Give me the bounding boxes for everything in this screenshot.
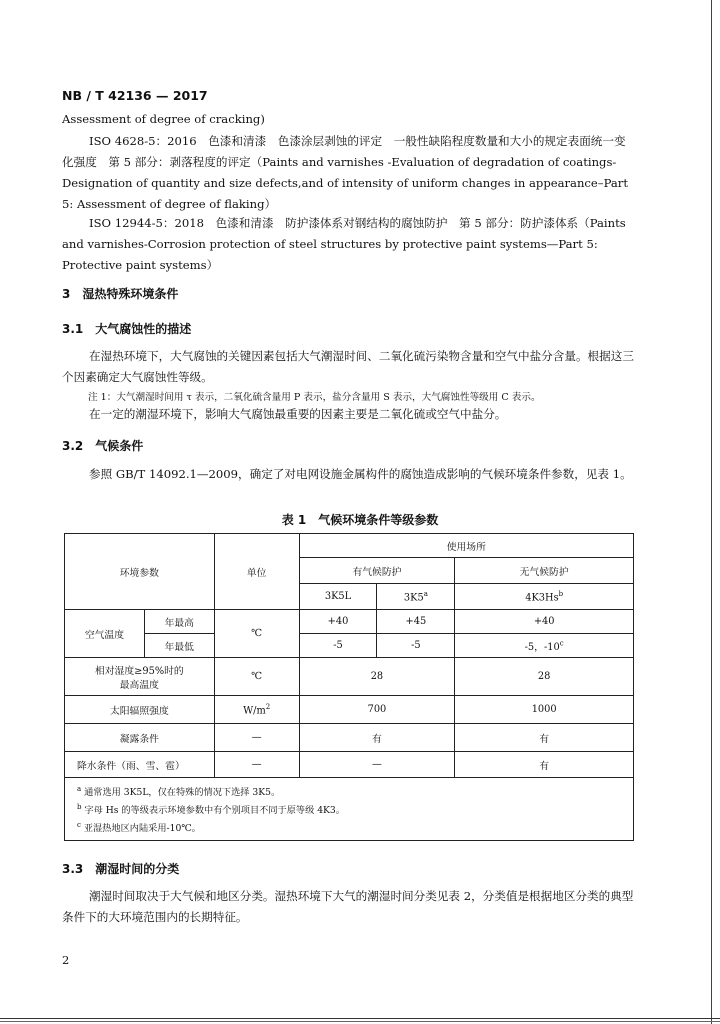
cell-solar-covered: 700 (299, 696, 455, 724)
unit-none-condensation: — (214, 724, 299, 752)
header-unit: 单位 (214, 534, 299, 610)
cell-max-3k5l: +40 (299, 610, 377, 634)
page-number: 2 (62, 953, 70, 967)
cell-solar-uncovered: 1000 (455, 696, 634, 724)
scan-bottom-line-2 (0, 1021, 720, 1022)
row-air-temperature: 空气温度 (65, 610, 145, 658)
cell-rh-uncovered: 28 (455, 658, 634, 696)
header-climate-protected: 有气候防护 (299, 558, 455, 584)
section-3-title: 3 湿热特殊环境条件 (62, 287, 179, 301)
cell-condensation-covered: 有 (299, 724, 455, 752)
row-max-temp-at-high-rh: 相对湿度≥95%时的 最高温度 (65, 658, 215, 696)
table-footnotes (65, 778, 634, 841)
header-usage-place: 使用场所 (299, 534, 633, 558)
section-3-1-title: 3.1 大气腐蚀性的描述 (62, 322, 192, 336)
footnote-c: $^c$ 亚湿热地区内陆采用-10℃。 (77, 821, 201, 835)
scan-bottom-line (0, 1018, 720, 1019)
ref-iso-4628-5: ISO 4628-5：2016 色漆和清漆 色漆涂层剥蚀的评定 一般性缺陷程度数量和大小的规定表面统一变化强度 第 5 部分：剥落程度的评定（Paints and varnishes -Evaluation of degradation of coatings- Designation of quantity and size defects,and of intensity of uniform changes in appearance–Part 5: Assessment of degree of flaking） (62, 134, 628, 211)
unit-w-per-m2: $W/m^2$ (214, 696, 299, 724)
cell-max-3k5: +45 (377, 610, 455, 634)
unit-celsius: ℃ (214, 610, 299, 658)
section-3-2-paragraph: 参照 GB/T 14092.1—2009，确定了对电网设施金属构件的腐蚀造成影响的气候环境条件参数，见表 1。 (89, 467, 632, 481)
class-3k5: 3K5$^a$ (377, 584, 455, 610)
row-precipitation: 降水条件（雨、雪、雹） (65, 752, 215, 778)
section-3-1-note: 注 1：大气潮湿时间用 τ 表示，二氧化硫含量用 P 表示，盐分含量用 S 表示，大气腐蚀性等级用 C 表示。 (88, 392, 541, 403)
table-1-caption: 表 1 气候环境条件等级参数 (281, 513, 439, 527)
footnote-b: $^b$ 字母 Hs 的等级表示环境参数中有个别项目不同于原等级 4K3。 (77, 803, 345, 817)
section-3-2-title: 3.2 气候条件 (62, 439, 144, 453)
ref-iso-12944-5: ISO 12944-5：2018 色漆和清漆 防护漆体系对钢结构的腐蚀防护 第 5 部分：防护漆体系（Paints and varnishes-Corrosion protection of steel structures by protective paint systems—Part 5: Protective paint systems） (62, 216, 626, 272)
cell-max-4k3hs: +40 (455, 610, 634, 634)
ref-continuation: Assessment of degree of cracking) (62, 112, 265, 126)
header-env-param: 环境参数 (65, 534, 215, 610)
scan-edge-line (711, 0, 712, 1024)
cell-condensation-uncovered: 有 (455, 724, 634, 752)
cell-precip-covered: — (299, 752, 455, 778)
section-3-3-title: 3.3 潮湿时间的分类 (62, 862, 180, 876)
section-3-1-paragraph-2: 在一定的潮湿环境下，影响大气腐蚀最重要的因素主要是二氧化硫或空气中盐分。 (89, 407, 507, 421)
cell-min-3k5l: -5 (299, 634, 377, 658)
cell-min-4k3hs: -5，-10$^c$ (455, 634, 634, 658)
row-annual-min: 年最低 (144, 634, 214, 658)
unit-none-precipitation: — (214, 752, 299, 778)
unit-celsius-rh: ℃ (214, 658, 299, 696)
row-solar-irradiance: 太阳辐照强度 (65, 696, 215, 724)
class-3k5l: 3K5L (299, 584, 377, 610)
header-no-climate-protection: 无气候防护 (455, 558, 634, 584)
document-code: NB / T 42136 — 2017 (62, 88, 208, 103)
row-annual-max: 年最高 (144, 610, 214, 634)
cell-precip-uncovered: 有 (455, 752, 634, 778)
cell-min-3k5: -5 (377, 634, 455, 658)
cell-rh-covered: 28 (299, 658, 455, 696)
footnote-a: $^a$ 通常选用 3K5L，仅在特殊的情况下选择 3K5。 (77, 785, 281, 799)
section-3-1-paragraph: 在湿热环境下，大气腐蚀的关键因素包括大气潮湿时间、二氧化硫污染物含量和空气中盐分含量。根据这三个因素确定大气腐蚀性等级。 (62, 349, 634, 384)
class-4k3hs: 4K3Hs$^b$ (455, 584, 634, 610)
climate-conditions-table (64, 533, 634, 841)
row-condensation: 凝露条件 (65, 724, 215, 752)
section-3-3-paragraph: 潮湿时间取决于大气候和地区分类。湿热环境下大气的潮湿时间分类见表 2，分类值是根据地区分类的典型条件下的大环境范围内的长期特征。 (62, 889, 634, 924)
